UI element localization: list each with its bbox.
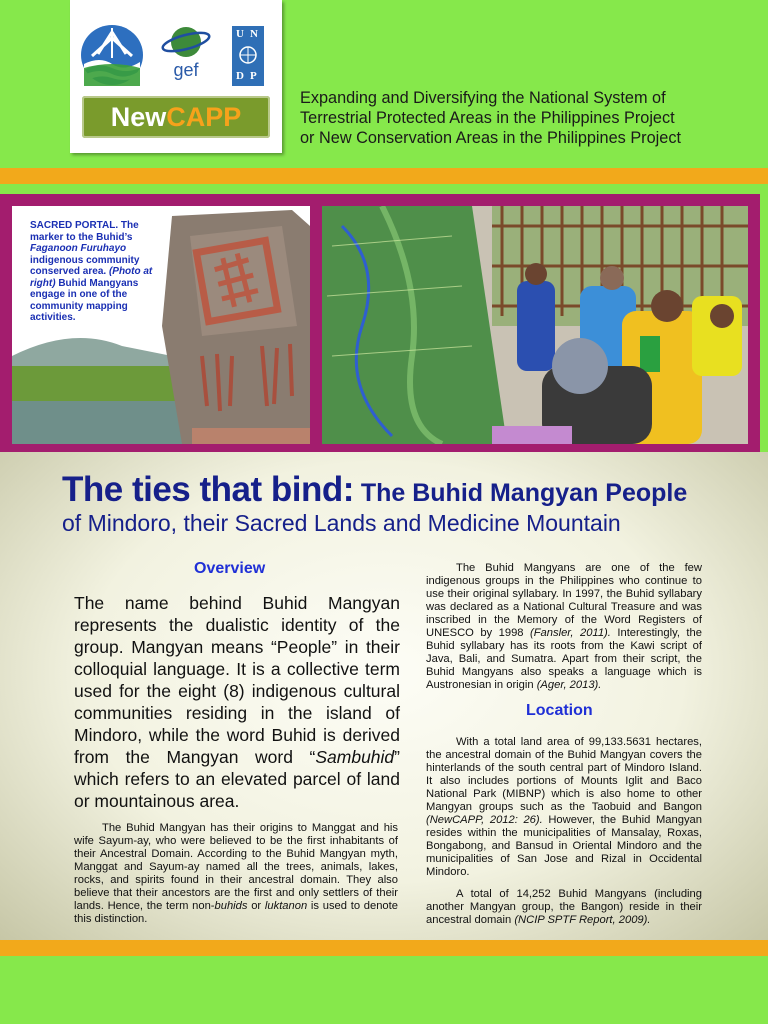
brand-part2: CAPP (166, 102, 242, 132)
sacred-portal-photo (12, 206, 310, 444)
denr-leaf-logo-icon (80, 24, 144, 86)
citation: (NewCAPP, 2012: 26). (426, 814, 543, 826)
undp-logo (232, 26, 264, 86)
gef-label: gef (173, 60, 199, 80)
project-line: Expanding and Diversifying the National System of (300, 89, 666, 107)
undp-letter-p: P (250, 70, 257, 82)
paragraph-italic: buhids (214, 900, 248, 912)
community-mapping-illustration-icon (322, 206, 748, 444)
syllabary-paragraph (426, 562, 702, 692)
gef-globe-logo-icon (160, 24, 212, 82)
overview-lead-paragraph (74, 592, 400, 812)
citation: (Ager, 2013). (536, 679, 602, 691)
undp-letter-d: D (236, 70, 244, 82)
lead-italic: Sambuhid (315, 747, 395, 767)
caption-text: indigenous community conserved area. (30, 254, 140, 277)
project-line: or New Conservation Areas in the Philippines Project (300, 129, 681, 147)
community-mapping-photo (322, 206, 748, 444)
undp-letter-n: N (250, 28, 258, 40)
population-paragraph (426, 888, 702, 927)
caption-text: Buhid Mangyans engage in one of the community mapping activities. (30, 277, 139, 323)
photo-caption (30, 220, 162, 324)
paragraph-text: The Buhid Mangyans are one of the few indigenous groups in the Philippines who continue to use their original syllabary. In 1997, the Buhid syllabary was declared as a National Cultural Treasure and was inscribed in the Memory of the Word Registers of UNESCO by 1998 (426, 562, 702, 639)
title-main: The ties that bind: (62, 470, 354, 509)
overview-heading: Overview (194, 560, 266, 577)
location-paragraph (426, 736, 702, 879)
paragraph-text: Interestingly, the Buhid syllabary has its roots from the Kawi script of Java, Bali, and Sumatra. Apart from their script, the Buhid Mangyans also speaks a language which is Austronesian in origin (426, 627, 702, 691)
paragraph-text: The Buhid Mangyan has their origins to Manggat and his wife Sayum-ay, who were believed to be the first inhabitants of their Ancestral Domain. According to the Buhid Mangyan myth, Manggat and Sayum-ay named all the trees, animals, lakes, rocks, and spirits found in their ancestral domain. They also believe that their ancestors are the first and only settlers of their lands. Hence, the term non- (74, 822, 398, 912)
paragraph-text: is used to denote this distinction. (74, 900, 398, 925)
top-band (0, 168, 768, 184)
article-subtitle: of Mindoro, their Sacred Lands and Medicine Mountain (62, 510, 621, 536)
caption-lead: SACRED PORTAL. (30, 220, 119, 231)
project-title (300, 88, 740, 148)
undp-letter-u: U (236, 28, 244, 40)
title-sub: The Buhid Mangyan People (353, 479, 688, 507)
paragraph-text: With a total land area of 99,133.5631 hectares, the ancestral domain of the Buhid Mangyan covers the hinterlands of the south central part of Mindoro Island. It also includes portions of Mounts Iglit and Baco National Park (MIBNP) which is also home to other Mangyan groups such as the Taobuid and Bangon (426, 736, 702, 813)
caption-text: The marker to the Buhid’s (30, 220, 139, 243)
paragraph-text: A total of 14,252 Buhid Mangyans (including another Mangyan group, the Bangon) reside in their ancestral domain (426, 888, 702, 926)
paragraph-text: or (247, 900, 265, 912)
newcapp-logo (82, 96, 270, 138)
lead-text: The name behind Buhid Mangyan represents the dualistic identity of the group. Mangyan means “People” in their colloquial language. It is a collective term used for the eight (8) indigenous cultural communities residing in the island of Mindoro, while the word Buhid is derived from the Mangyan word “ (74, 593, 400, 767)
project-line: Terrestrial Protected Areas in the Philippines Project (300, 109, 675, 127)
paragraph-text: However, the Buhid Mangyan resides within the municipalities of Mansalay, Roxas, Bongabong, and Bansud in Oriental Mindoro and the municipalities of San Jose and Rizal in Occidental Mindoro. (426, 814, 702, 878)
article-title (62, 470, 687, 510)
caption-italic: (Photo at right) (30, 266, 153, 289)
brand-part1: New (110, 102, 167, 132)
paragraph-italic: luktanon (264, 900, 308, 912)
logo-panel (70, 0, 282, 153)
location-heading: Location (526, 702, 593, 719)
lead-text: ” which refers to an elevated parcel of land or mountainous area. (74, 747, 400, 811)
caption-italic: Faganoon Furuhayo (30, 243, 127, 254)
origins-paragraph (74, 822, 398, 926)
citation: (Fansler, 2011). (530, 627, 611, 639)
citation: (NCIP SPTF Report, 2009). (514, 914, 651, 926)
bottom-band (0, 940, 768, 956)
un-emblem-icon (238, 43, 258, 67)
